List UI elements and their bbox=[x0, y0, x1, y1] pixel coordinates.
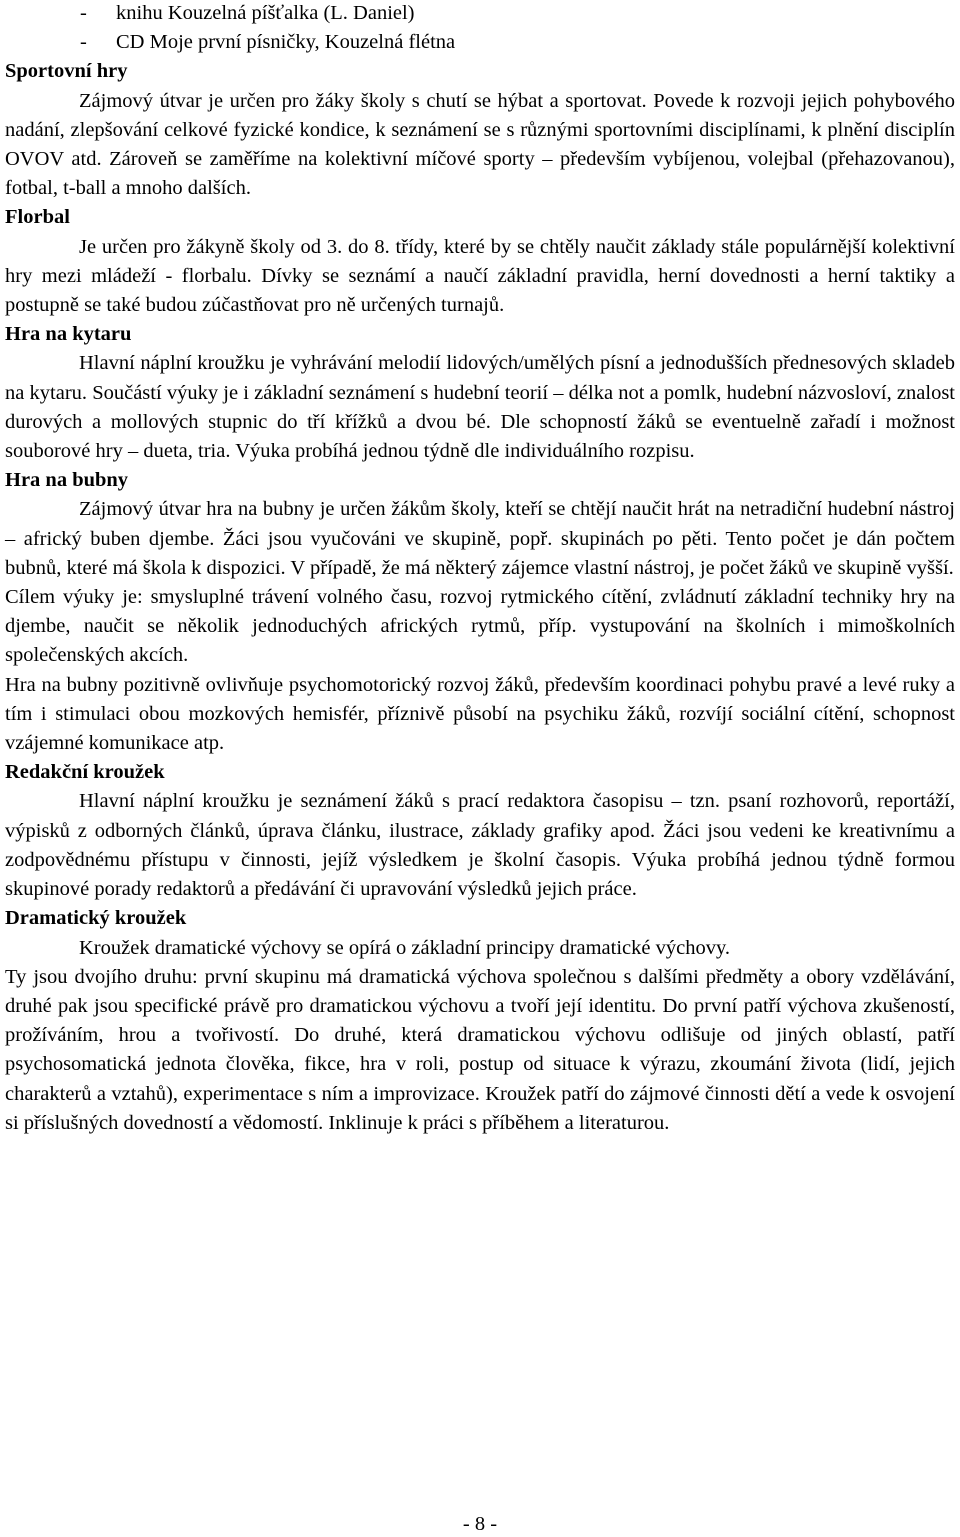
paragraph: Zájmový útvar je určen pro žáky školy s chutí se hýbat a sportovat. Povede k rozvoji jejich pohybového nadání, zlepšování celkové fyzické kondice, k seznámení se s různými sportovními disciplínami, k plnění disciplín OVOV atd. Zároveň se zaměříme na kolektivní míčové sporty – především vybíjenou, volejbal (přehazovanou), fotbal, t-ball a mnoho dalších. bbox=[5, 89, 955, 200]
paragraph: Hlavní náplní kroužku je seznámení žáků s prací redaktora časopisu – tzn. psaní rozhovorů, reportáží, výpisků z odborných článků, úprava článku, ilustrace, základy grafiky apod. Žáci jsou vedeni ke kreativnímu a zodpovědnému přístupu v činnosti, jejíž výsledkem je školní časopis. Výuka probíhá jednou týdně formou skupinové porady redaktorů a předávání či upravování výsledků jejich práce. bbox=[5, 790, 955, 901]
section-heading: Florbal bbox=[5, 206, 70, 229]
paragraph: Cílem výuky je: smysluplné trávení volného času, rozvoj rytmického cítění, zvládnutí základní techniky hry na djembe, naučit se několik jednoduchých afrických rytmů, příp. vystupování na školních i mimoškolních společenských akcích. bbox=[5, 586, 955, 667]
section-hra-na-bubny bbox=[5, 466, 955, 758]
section-heading: Hra na kytaru bbox=[5, 323, 132, 346]
section-sportovni-hry bbox=[5, 57, 955, 203]
list-item bbox=[5, 28, 955, 57]
paragraph: Zájmový útvar hra na bubny je určen žákům školy, kteří se chtějí naučit hrát na netradiční hudební nástroj – africký buben djembe. Žáci jsou vyučováni ve skupině, popř. skupinách po pěti. Tento počet je dán počtem bubnů, které má škola k dispozici. V případě, že má některý zájemce vlastní nástroj, je počet žáků ve skupině vyšší. bbox=[5, 498, 955, 579]
list-dash: - bbox=[80, 31, 87, 54]
section-redakcni-krouzek bbox=[5, 758, 955, 904]
section-hra-na-kytaru bbox=[5, 320, 955, 466]
section-heading: Sportovní hry bbox=[5, 60, 128, 83]
list-item bbox=[5, 0, 955, 28]
list-item-text: CD Moje první písničky, Kouzelná flétna bbox=[116, 31, 456, 54]
paragraph: Je určen pro žákyně školy od 3. do 8. třídy, které by se chtěly naučit základy stále populárnější kolektivní hry mezi mládeží - florbalu. Dívky se seznámí a naučí základní pravidla, herní dovednosti a herní taktiky a postupně se také budou zúčastňovat pro ně určených turnajů. bbox=[5, 235, 955, 317]
paragraph: Ty jsou dvojího druhu: první skupinu má dramatická výchova společnou s dalšími předměty a obory vzdělávání, druhé pak jsou specifické právě pro dramatickou výchovu a tvoří její identitu. Do první patří výchova zkušeností, prožíváním, hrou a tvořivostí. Do druhé, která dramatickou výchovu odlišuje od jiných oblastí, patří psychosomatická jednota člověka, fikce, hra v roli, postup od situace k výrazu, zkoumání života (lidí, jejich charakterů a vztahů), experimentace s ním a improvizace. Kroužek patří do zájmové činnosti dětí a vede k osvojení si příslušných dovedností a vědomostí. Inklinuje k práci s příběhem a literaturou. bbox=[5, 965, 955, 1134]
section-heading: Dramatický kroužek bbox=[5, 907, 187, 930]
section-florbal bbox=[5, 203, 955, 320]
page-number: - 8 - bbox=[462, 1513, 498, 1535]
section-dramaticky-krouzek bbox=[5, 904, 955, 1138]
paragraph: Hlavní náplní kroužku je vyhrávání melodií lidových/umělých písní a jednodušších přednesových skladeb na kytaru. Součástí výuky je i základní seznámení s hudební teorií – délka not a pomlk, hudební názvosloví, znalost durových a mollových stupnic do tří křížků a dvou bé. Dle schopností žáků se eventuelně zařadí i možnost souborové hry – dueta, tria. Výuka probíhá jednou týdně dle individuálního rozpisu. bbox=[5, 352, 955, 463]
paragraph: Hra na bubny pozitivně ovlivňuje psychomotorický rozvoj žáků, především koordinaci pohybu pravé a levé ruky a tím i stimulaci obou mozkových hemisfér, příznivě působí na psychiku žáků, rozvíjí sociální cítění, schopnost vzájemné komunikace atp. bbox=[5, 673, 955, 755]
document-page bbox=[5, 0, 955, 1138]
list-item-text: knihu Kouzelná píšťalka (L. Daniel) bbox=[116, 2, 415, 24]
list-dash: - bbox=[80, 2, 87, 24]
section-heading: Redakční kroužek bbox=[5, 761, 165, 784]
paragraph: Kroužek dramatické výchovy se opírá o základní principy dramatické výchovy. bbox=[79, 936, 731, 959]
section-heading: Hra na bubny bbox=[5, 469, 129, 492]
